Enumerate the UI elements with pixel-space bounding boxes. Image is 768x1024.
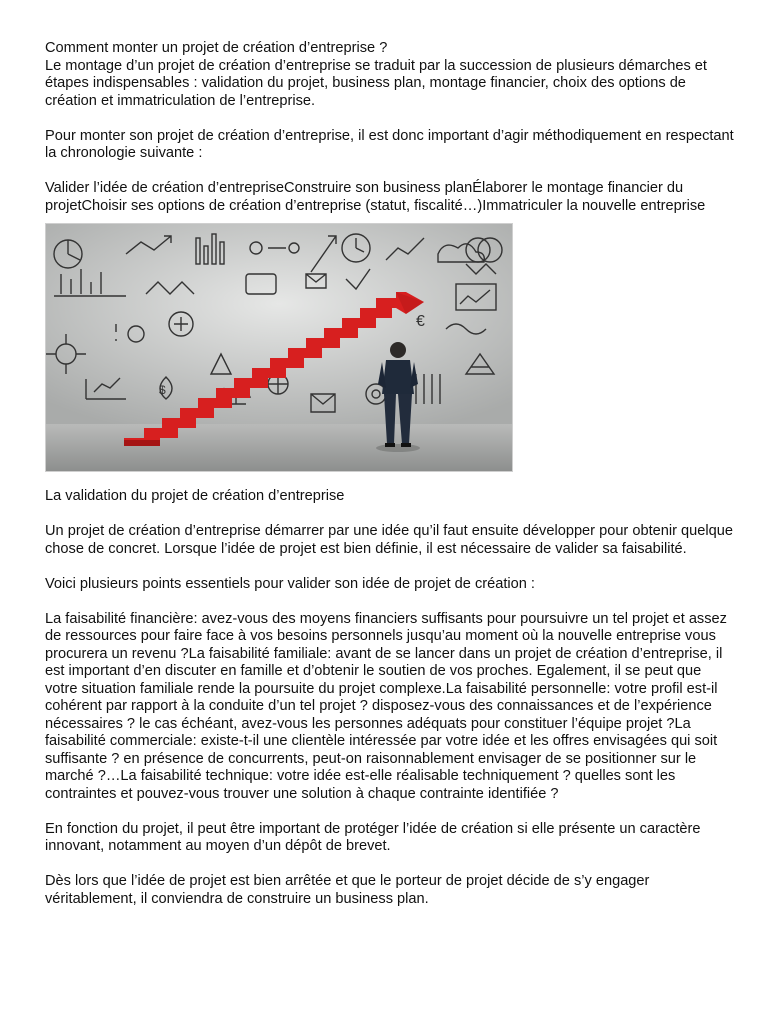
steps-paragraph: Valider l’idée de création d’entrepriseConstruire son business planÉlaborer le montage financier du projetChoisir ses options de création d’entreprise (statut, fiscalité…)Immatriculer la nouvelle entreprise [45, 180, 706, 214]
document-body [45, 40, 735, 926]
document-title: Comment monter un projet de création d’entreprise ? [45, 40, 388, 56]
business-growth-staircase-illustration [45, 223, 513, 472]
patent-paragraph: En fonction du projet, il peut être important de protéger l’idée de création si elle présente un caractère innovant, notamment au moyen d’un dépôt de brevet. [45, 820, 701, 854]
svg-text:€: € [416, 313, 425, 330]
intro-paragraph: Le montage d’un projet de création d’entreprise se traduit par la succession de plusieurs démarches et étapes indispensables : validation du projet, business plan, montage financier, choix des options de création et immatriculation de l’entreprise. [45, 57, 707, 109]
feasibility-paragraph: La faisabilité financière: avez-vous des moyens financiers suffisants pour poursuivre un tel projet et assez de ressources pour faire face à vos besoins personnels jusqu’au moment où la nouvelle entreprise vous procurera un revenu ?La faisabilité familiale: avant de se lancer dans un projet de création d’entreprise, il est important d’en discuter en famille et d’obtenir le soutien de vos proches. Egalement, il se peut que votre situation familiale rende la poursuite du projet complexe.La faisabilité personnelle: votre profil est-il cohérent par rapport à la conduite d’un tel projet ? disposez-vous des connaissances et de l’expérience nécessaires ? le cas échéant, avez-vous les personnes adéquats pour constituer l’équipe projet ?La faisabilité commerciale: existe-t-il une clientèle intéressée par votre idée et les offres envisagées qui soit suffisante ? en présence de concurrents, peut-on raisonnablement envisager de se positionner sur le marché ?…La faisabilité technique: votre idée est-elle réalisable techniquement ? quelles sont les contraintes et pouvez-vous trouver une solution à chaque contrainte identifiée ? [45, 610, 727, 802]
svg-text:$: $ [159, 383, 166, 397]
business-plan-paragraph: Dès lors que l’idée de projet est bien arrêtée et que le porteur de projet décide de s’y engager véritablement, il conviendra de construire un business plan. [45, 873, 650, 907]
section-title: La validation du projet de création d’entreprise [45, 488, 345, 504]
idea-paragraph: Un projet de création d’entreprise démarrer par une idée qu’il faut ensuite développer pour obtenir quelque chose de concret. Lorsque l’idée de projet est bien définie, il est nécessaire de valider sa faisabilité. [45, 523, 733, 557]
points-intro-paragraph: Voici plusieurs points essentiels pour valider son idée de projet de création : [45, 575, 535, 592]
chronology-paragraph: Pour monter son projet de création d’entreprise, il est donc important d’agir méthodiquement en respectant la chronologie suivante : [45, 127, 734, 161]
